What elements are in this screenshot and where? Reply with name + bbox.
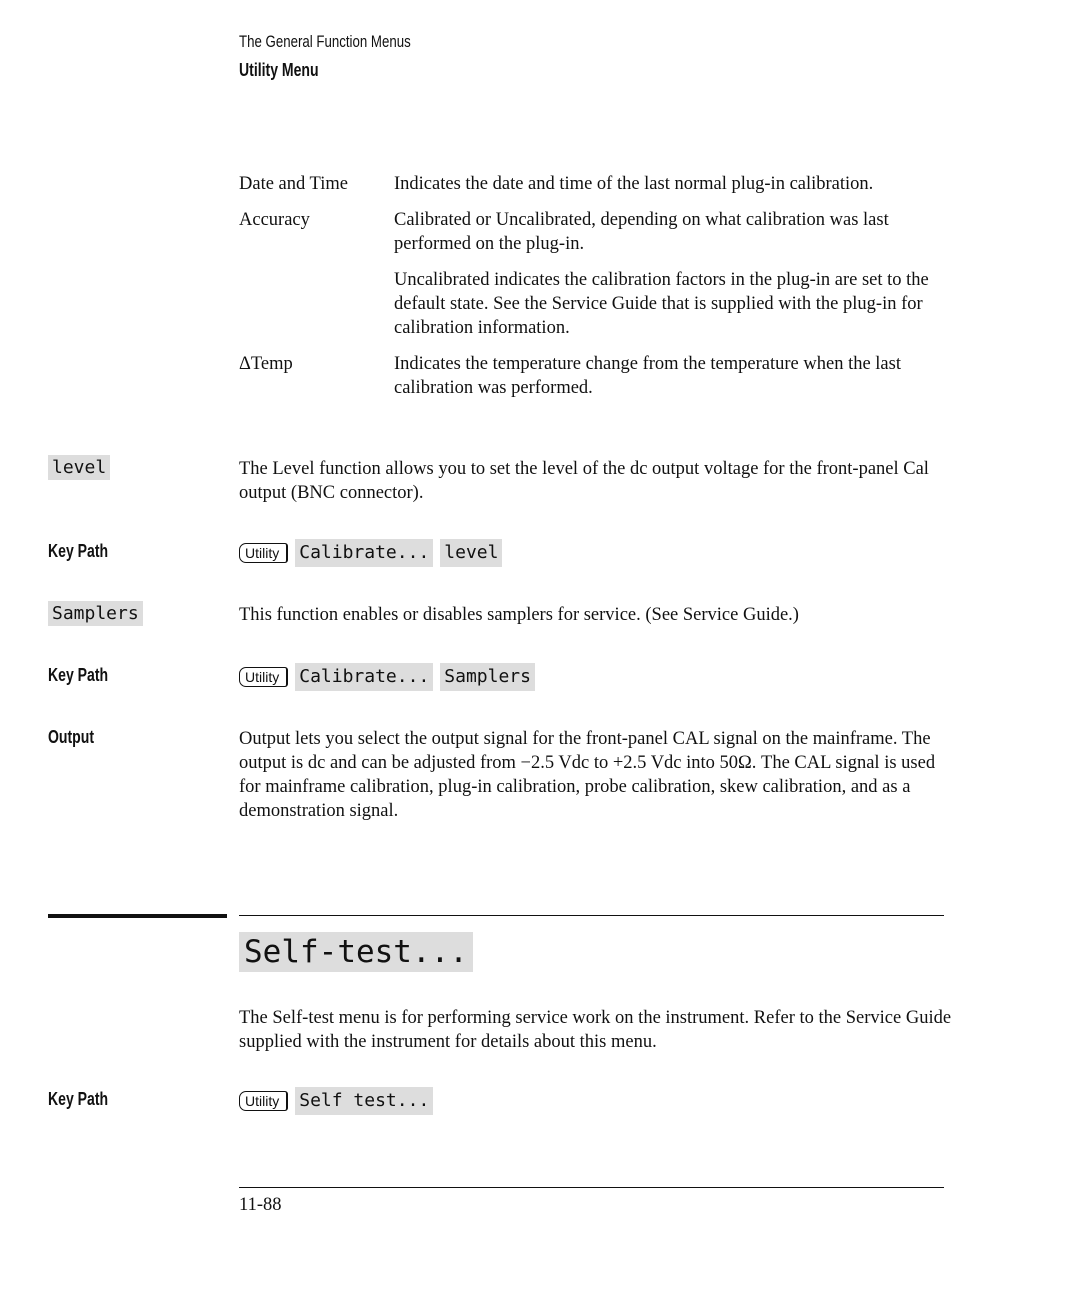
calibrate-softkey: Calibrate... (295, 539, 433, 567)
samplers-description: This function enables or disables samplers for service. (See Service Guide.) (239, 605, 799, 625)
self-test-softkey: Self test... (295, 1087, 433, 1115)
selftest-description: The Self-test menu is for performing service work on the instrument. Refer to the Service Guide supplied with the instrument for details about this menu. (239, 1008, 952, 1052)
footer-rule (239, 1187, 944, 1188)
samplers-softkey-label (48, 602, 143, 626)
definition-list (239, 172, 954, 400)
definition-term: Date and Time (239, 174, 348, 194)
samplers-key-path (239, 663, 535, 691)
section-rule-thick (48, 914, 227, 918)
definition-delta-temp (239, 352, 954, 400)
definition-text: Uncalibrated indicates the calibration factors in the plug-in are set to the default state. See the Service Guide that is supplied with the plug-in for calibration information. (394, 270, 929, 338)
definition-date-time (239, 172, 954, 196)
definition-term: ΔTemp (239, 354, 293, 374)
selftest-key-path-label: Key Path (48, 1089, 109, 1109)
definition-text: Calibrated or Uncalibrated, depending on what calibration was last performed on the plug-in. (394, 210, 889, 254)
calibrate-softkey: Calibrate... (295, 663, 433, 691)
samplers-softkey: Samplers (440, 663, 535, 691)
utility-hardkey: Utility (239, 543, 288, 563)
definition-accuracy (239, 208, 954, 340)
level-softkey: level (48, 455, 110, 480)
utility-hardkey: Utility (239, 1091, 288, 1111)
definition-text: Indicates the temperature change from the temperature when the last calibration was performed. (394, 354, 901, 398)
selftest-softkey-heading: Self-test... (239, 932, 473, 972)
output-description: Output lets you select the output signal for the front-panel CAL signal on the mainframe. The output is dc and can be adjusted from −2.5 Vdc to +2.5 Vdc into 50Ω. The CAL signal is used for mainframe calibration, plug-in calibration, probe calibration, skew calibration, and as a demonstration signal. (239, 729, 936, 821)
page-number: 11-88 (239, 1195, 282, 1215)
definition-term: Accuracy (239, 210, 310, 230)
section-rule-thin (239, 915, 944, 916)
utility-hardkey: Utility (239, 667, 288, 687)
level-key-path (239, 539, 502, 567)
definition-text: Indicates the date and time of the last normal plug-in calibration. (394, 174, 874, 194)
output-label: Output (48, 727, 95, 747)
level-key-path-label: Key Path (48, 541, 109, 561)
level-description: The Level function allows you to set the level of the dc output voltage for the front-panel Cal output (BNC connector). (239, 459, 929, 503)
samplers-softkey: Samplers (48, 601, 143, 626)
selftest-heading (239, 934, 473, 970)
level-softkey-label (48, 456, 110, 480)
running-header-title: Utility Menu (239, 60, 319, 80)
level-softkey: level (440, 539, 502, 567)
samplers-key-path-label: Key Path (48, 665, 109, 685)
running-header-section: The General Function Menus (239, 32, 411, 51)
selftest-key-path (239, 1087, 433, 1115)
